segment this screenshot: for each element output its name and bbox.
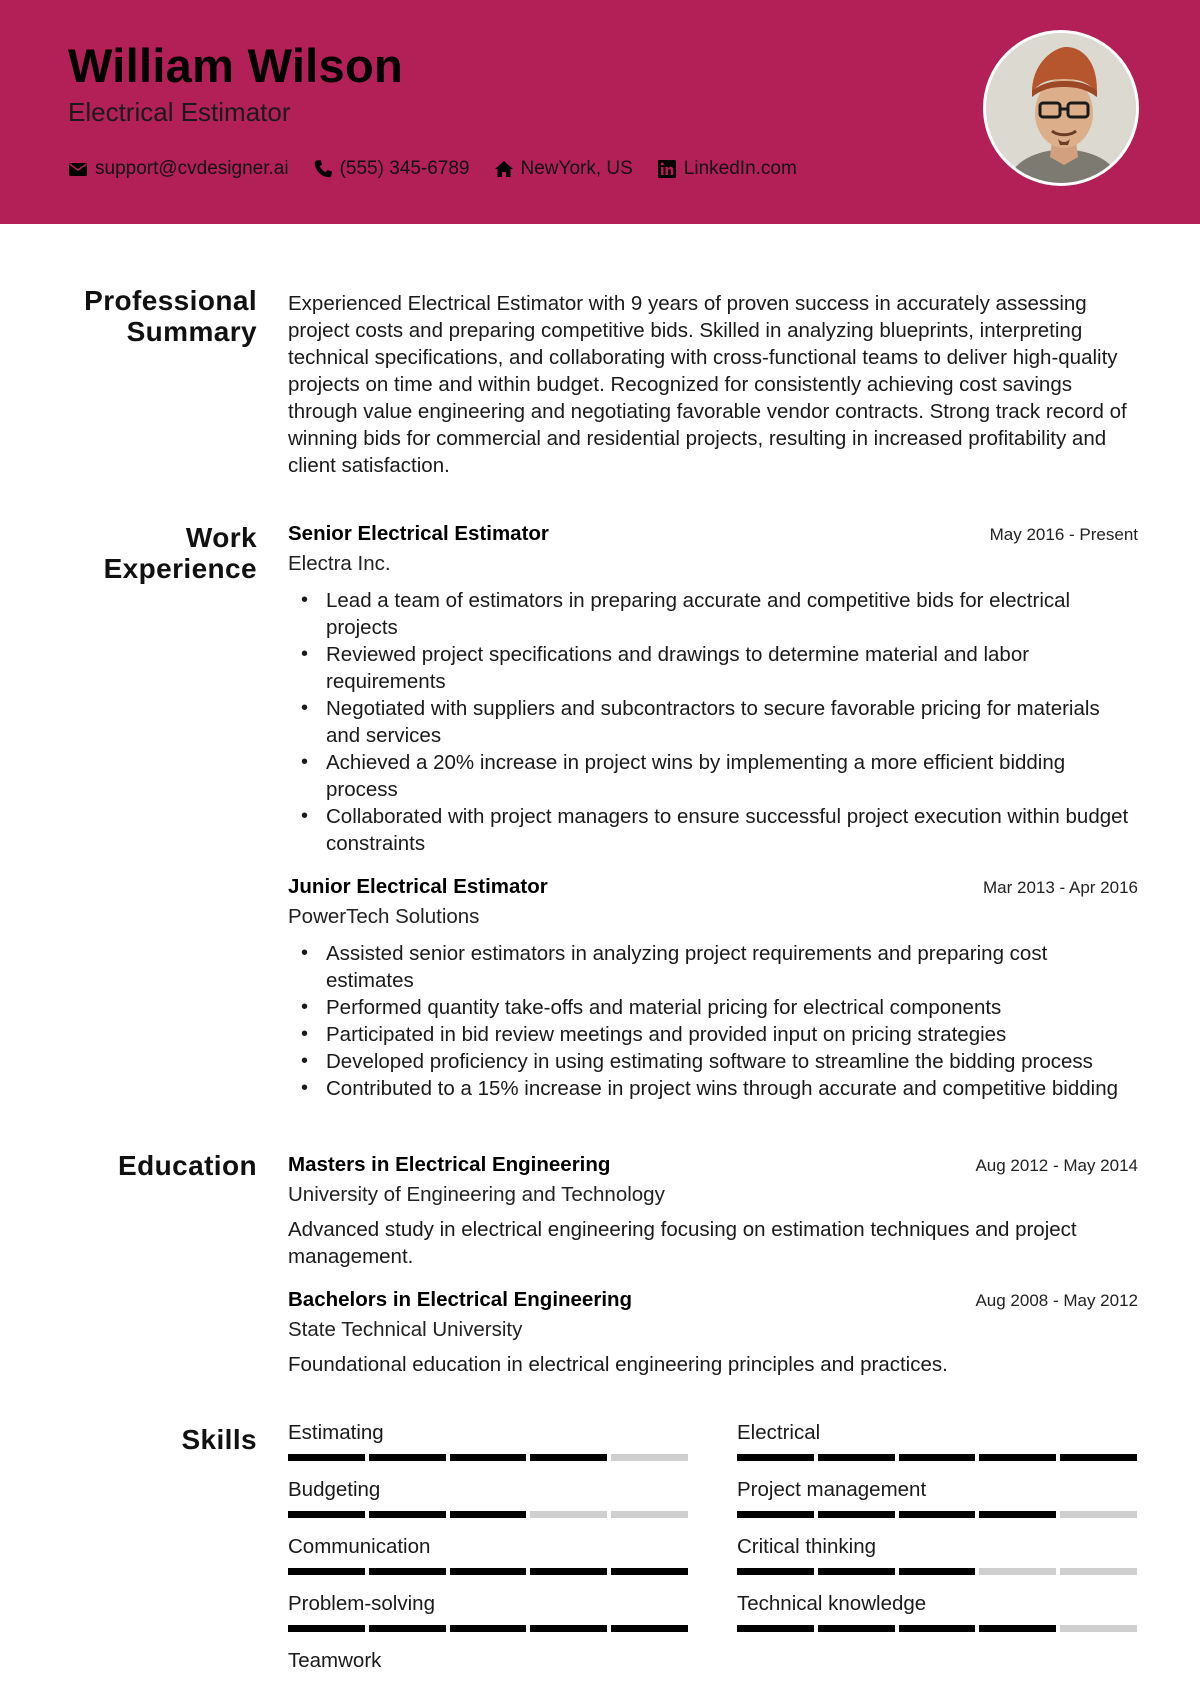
skill-level-segment bbox=[737, 1625, 814, 1632]
skill-level-segment bbox=[979, 1568, 1056, 1575]
skill-item bbox=[737, 1535, 1137, 1575]
summary-text: Experienced Electrical Estimator with 9 years of proven success in accurately assessing project costs and preparing competitive bids. Skilled in analyzing blueprints, interpreting technical specifications, and collaborating with cross-functional teams to deliver high-quality projects on time and within budget. Recognized for consistently achieving cost savings through value engineering and negotiating favorable vendor contracts. Strong track record of winning bids for commercial and residential projects, resulting in increased profitability and client satisfaction. bbox=[288, 292, 1127, 477]
skill-level-segment bbox=[450, 1568, 527, 1575]
skill-level-segment bbox=[818, 1454, 895, 1461]
contact-email[interactable] bbox=[68, 158, 289, 180]
envelope-icon bbox=[68, 159, 88, 179]
skill-name: Technical knowledge bbox=[737, 1592, 927, 1615]
education-dates: Aug 2012 - May 2014 bbox=[975, 1156, 1138, 1175]
skill-name: Critical thinking bbox=[737, 1535, 876, 1558]
skill-level-segment bbox=[369, 1568, 446, 1575]
list-item: • Negotiated with suppliers and subcontractors to secure favorable pricing for materials and services bbox=[301, 695, 1138, 749]
portrait-image bbox=[986, 33, 1139, 186]
skill-level-bar bbox=[288, 1511, 688, 1518]
job-dates: May 2016 - Present bbox=[989, 525, 1138, 544]
skill-level-segment bbox=[530, 1625, 607, 1632]
company-name: PowerTech Solutions bbox=[288, 905, 480, 928]
section-title-skills bbox=[181, 1424, 257, 1455]
list-item: • Assisted senior estimators in analyzing project requirements and preparing cost estimates bbox=[301, 940, 1138, 994]
skill-level-segment bbox=[530, 1568, 607, 1575]
skill-name: Project management bbox=[737, 1478, 927, 1501]
skill-level-segment bbox=[899, 1511, 976, 1518]
skill-level-segment bbox=[611, 1454, 688, 1461]
skill-level-segment bbox=[369, 1454, 446, 1461]
skill-item bbox=[288, 1649, 688, 1676]
contact-location bbox=[494, 158, 633, 180]
skill-level-segment bbox=[288, 1511, 365, 1518]
skill-item bbox=[737, 1592, 1137, 1632]
skill-level-segment bbox=[818, 1625, 895, 1632]
experience-entry bbox=[288, 873, 1138, 1102]
skill-name: Budgeting bbox=[288, 1478, 381, 1501]
phone-text: (555) 345-6789 bbox=[339, 158, 470, 179]
experience-entry bbox=[288, 520, 1138, 857]
skill-level-segment bbox=[369, 1625, 446, 1632]
contact-row bbox=[68, 158, 797, 180]
degree-title: Bachelors in Electrical Engineering bbox=[288, 1288, 633, 1311]
list-item: • Developed proficiency in using estimating software to streamline the bidding process bbox=[301, 1048, 1138, 1075]
skill-level-segment bbox=[1060, 1625, 1137, 1632]
skill-level-segment bbox=[1060, 1454, 1137, 1461]
skill-item bbox=[288, 1535, 688, 1575]
candidate-name: William Wilson bbox=[68, 39, 403, 92]
list-item: • Participated in bid review meetings and provided input on pricing strategies bbox=[301, 1021, 1138, 1048]
skill-level-bar bbox=[288, 1568, 688, 1575]
skill-name: Teamwork bbox=[288, 1649, 382, 1672]
skill-level-bar bbox=[737, 1511, 1137, 1518]
skill-level-segment bbox=[450, 1511, 527, 1518]
candidate-title: Electrical Estimator bbox=[68, 97, 291, 127]
section-title-education bbox=[118, 1150, 257, 1181]
education-entry bbox=[288, 1286, 1138, 1378]
phone-icon bbox=[313, 159, 333, 179]
skill-item bbox=[737, 1421, 1137, 1461]
contact-linkedin[interactable] bbox=[657, 158, 797, 180]
skill-level-bar bbox=[288, 1625, 688, 1632]
list-item: • Achieved a 20% increase in project wins by implementing a more efficient bidding process bbox=[301, 749, 1138, 803]
job-title: Senior Electrical Estimator bbox=[288, 522, 549, 545]
job-bullets bbox=[288, 587, 1138, 857]
job-bullets bbox=[288, 940, 1138, 1102]
education-description: Foundational education in electrical engineering principles and practices. bbox=[288, 1353, 948, 1376]
skill-level-segment bbox=[611, 1511, 688, 1518]
skill-level-segment bbox=[288, 1454, 365, 1461]
skill-item bbox=[288, 1421, 688, 1461]
skill-level-segment bbox=[1060, 1511, 1137, 1518]
skill-level-segment bbox=[1060, 1568, 1137, 1575]
skill-level-segment bbox=[899, 1568, 976, 1575]
summary-heading: Professional Summary bbox=[84, 285, 257, 347]
skill-level-segment bbox=[979, 1454, 1056, 1461]
skill-item bbox=[288, 1592, 688, 1632]
skill-name: Problem-solving bbox=[288, 1592, 435, 1615]
skill-level-bar bbox=[737, 1625, 1137, 1632]
skill-level-segment bbox=[737, 1568, 814, 1575]
education-description: Advanced study in electrical engineering focusing on estimation techniques and project management. bbox=[288, 1218, 1077, 1268]
skill-level-segment bbox=[899, 1454, 976, 1461]
skill-level-segment bbox=[611, 1625, 688, 1632]
education-heading: Education bbox=[118, 1150, 257, 1181]
skill-level-segment bbox=[979, 1625, 1056, 1632]
section-title-summary bbox=[77, 285, 257, 347]
skill-level-bar bbox=[288, 1454, 688, 1461]
skill-level-segment bbox=[737, 1454, 814, 1461]
skill-level-segment bbox=[818, 1568, 895, 1575]
school-name: University of Engineering and Technology bbox=[288, 1183, 665, 1206]
location-text: NewYork, US bbox=[520, 158, 633, 179]
list-item: • Performed quantity take-offs and material pricing for electrical components bbox=[301, 994, 1138, 1021]
skill-level-segment bbox=[530, 1454, 607, 1461]
skill-level-segment bbox=[899, 1625, 976, 1632]
job-dates: Mar 2013 - Apr 2016 bbox=[983, 878, 1138, 897]
skill-level-segment bbox=[450, 1625, 527, 1632]
skill-level-segment bbox=[979, 1511, 1056, 1518]
skill-level-bar bbox=[737, 1568, 1137, 1575]
avatar bbox=[983, 30, 1139, 186]
email-text: support@cvdesigner.ai bbox=[95, 158, 289, 179]
list-item: • Collaborated with project managers to ensure successful project execution within budget constraints bbox=[301, 803, 1138, 857]
resume-header bbox=[0, 0, 1200, 224]
skill-level-segment bbox=[288, 1625, 365, 1632]
experience-heading: Work Experience bbox=[103, 522, 257, 584]
job-title: Junior Electrical Estimator bbox=[288, 875, 548, 898]
skill-level-bar bbox=[737, 1454, 1137, 1461]
degree-title: Masters in Electrical Engineering bbox=[288, 1153, 611, 1176]
linkedin-icon bbox=[657, 159, 677, 179]
contact-phone[interactable] bbox=[313, 158, 470, 180]
skills-heading: Skills bbox=[181, 1424, 257, 1455]
section-title-experience bbox=[97, 522, 257, 584]
skill-name: Estimating bbox=[288, 1421, 384, 1444]
list-item: • Reviewed project specifications and drawings to determine material and labor requirements bbox=[301, 641, 1138, 695]
school-name: State Technical University bbox=[288, 1318, 523, 1341]
education-list bbox=[288, 1151, 1138, 1386]
skill-level-segment bbox=[818, 1511, 895, 1518]
linkedin-text: LinkedIn.com bbox=[683, 158, 797, 179]
skill-level-segment bbox=[530, 1511, 607, 1518]
skill-item bbox=[288, 1478, 688, 1518]
skill-name: Electrical bbox=[737, 1421, 821, 1444]
education-dates: Aug 2008 - May 2012 bbox=[975, 1291, 1138, 1310]
skill-level-segment bbox=[450, 1454, 527, 1461]
experience-list bbox=[288, 520, 1138, 1110]
skill-name: Communication bbox=[288, 1535, 431, 1558]
list-item: • Contributed to a 15% increase in project wins through accurate and competitive bidding bbox=[301, 1075, 1138, 1102]
company-name: Electra Inc. bbox=[288, 552, 391, 575]
skill-level-segment bbox=[369, 1511, 446, 1518]
education-entry bbox=[288, 1151, 1138, 1270]
home-icon bbox=[494, 159, 514, 179]
skill-level-segment bbox=[288, 1568, 365, 1575]
list-item: • Lead a team of estimators in preparing accurate and competitive bids for electrical projects bbox=[301, 587, 1138, 641]
skill-level-segment bbox=[737, 1511, 814, 1518]
skill-item bbox=[737, 1478, 1137, 1518]
skill-level-segment bbox=[611, 1568, 688, 1575]
